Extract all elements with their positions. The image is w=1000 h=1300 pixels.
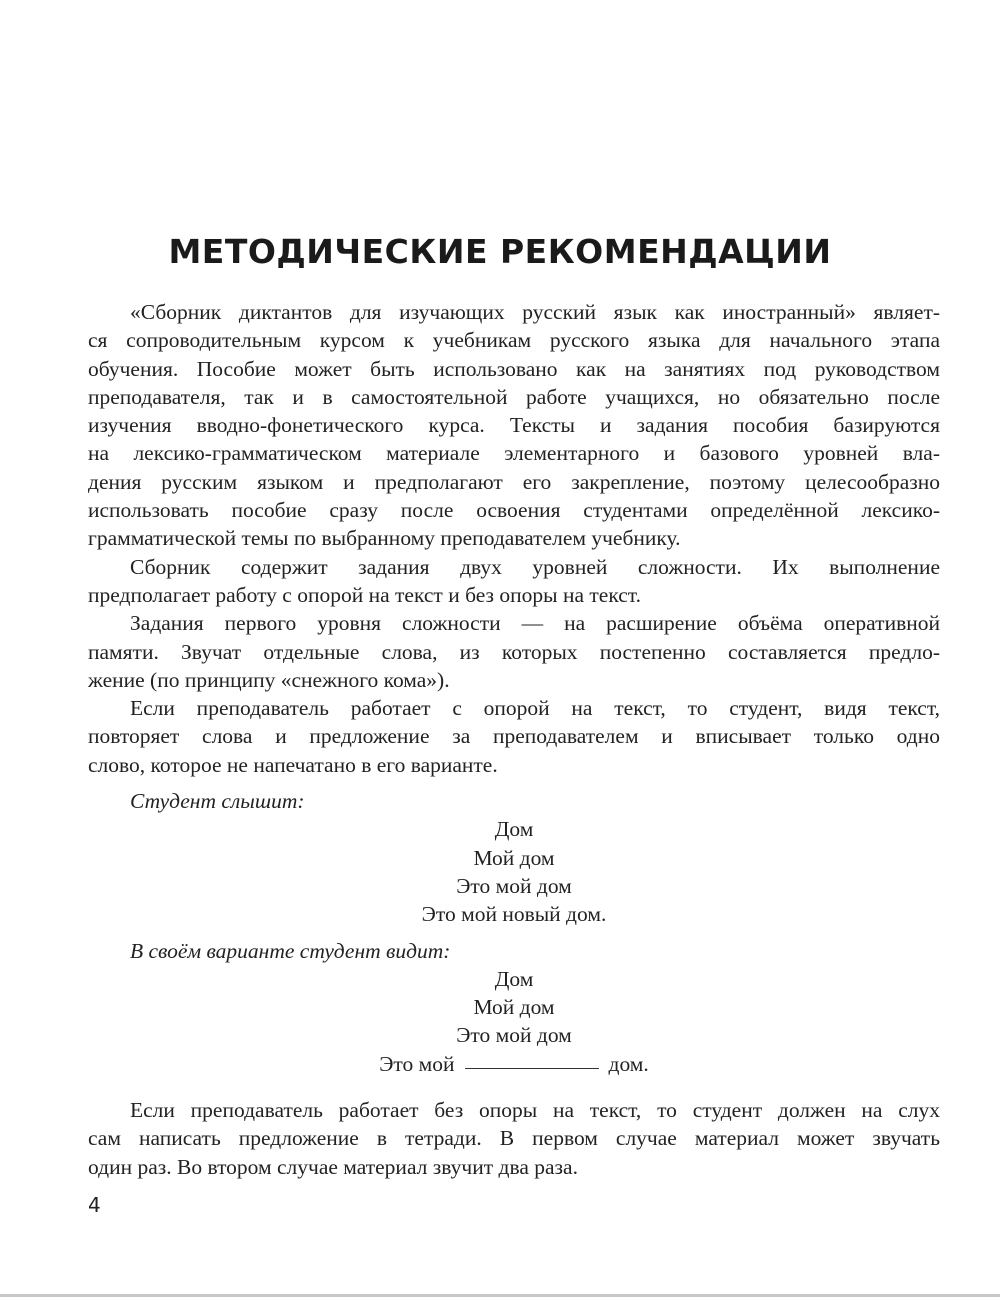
text-line: изучения вводно-фонетического курса. Тексты и задания пособия базируются: [88, 413, 940, 438]
paragraph-3: [88, 609, 940, 694]
example-line: Дом: [494, 817, 534, 842]
text-line: слово, которое не напечатано в его варианте.: [88, 752, 498, 777]
page-number: 4: [88, 1193, 101, 1217]
text-line: Задания первого уровня сложности — на расширение объёма оперативной: [130, 611, 940, 636]
paragraph-2: [88, 553, 940, 610]
example-line-end: дом.: [608, 1051, 649, 1076]
paragraph-4: [88, 694, 940, 779]
text-line: обучения. Пособие может быть использовано как на занятиях под руководством: [88, 356, 940, 381]
page-bottom-divider: [0, 1294, 1000, 1297]
body-text: [88, 298, 940, 1181]
page-title: МЕТОДИЧЕСКИЕ РЕКОМЕНДАЦИИ: [168, 232, 832, 271]
text-line: повторяет слова и предложение за преподавателем и вписывает только одно: [88, 724, 940, 749]
paragraph-1: [88, 298, 940, 553]
text-line: жение (по принципу «снежного кома»).: [88, 667, 450, 692]
example-line: Дом: [494, 966, 534, 991]
text-line: использовать пособие сразу после освоения студентами определённой лексико-: [88, 498, 940, 523]
text-line: Если преподаватель работает без опоры на текст, то студент должен на слух: [130, 1098, 940, 1123]
text-line: дения русским языком и предполагают его закрепление, поэтому целесообразно: [88, 469, 940, 494]
text-line: сам написать предложение в тетради. В первом случае материал может звучать: [88, 1126, 940, 1151]
example-line: Мой дом: [473, 845, 555, 870]
text-line: «Сборник диктантов для изучающих русский язык как иностранный» являет-: [130, 300, 940, 324]
example-line-start: Это мой: [379, 1051, 455, 1076]
example-1-label: Студент слышит:: [130, 789, 305, 814]
example-2-label: В своём варианте студент видит:: [130, 938, 451, 963]
example-line-with-blank: [88, 1050, 940, 1078]
example-line: Мой дом: [473, 995, 555, 1020]
text-line: Если преподаватель работает с опорой на текст, то студент, видя текст,: [130, 696, 940, 721]
text-line: Сборник содержит задания двух уровней сложности. Их выполнение: [130, 554, 940, 579]
example-1: [88, 815, 940, 928]
example-line: Это мой новый дом.: [421, 902, 607, 927]
text-line: грамматической темы по выбранному преподавателем учебнику.: [88, 526, 681, 551]
text-line: ся сопроводительным курсом к учебникам русского языка для начального этапа: [88, 328, 940, 353]
text-line: один раз. Во втором случае материал звучит два раза.: [88, 1154, 578, 1179]
example-2: [88, 965, 940, 1078]
text-line: преподавателя, так и в самостоятельной работе учащихся, но обязательно после: [88, 384, 940, 409]
paragraph-5: [88, 1096, 940, 1181]
fill-in-blank: [465, 1068, 599, 1069]
example-line: Это мой дом: [456, 1023, 572, 1048]
text-line: на лексико-грамматическом материале элементарного и базового уровней вла-: [88, 441, 940, 466]
text-line: предполагает работу с опорой на текст и без опоры на текст.: [88, 582, 641, 607]
example-line: Это мой дом: [456, 873, 572, 898]
text-line: памяти. Звучат отдельные слова, из которых постепенно составляется предло-: [88, 639, 940, 664]
